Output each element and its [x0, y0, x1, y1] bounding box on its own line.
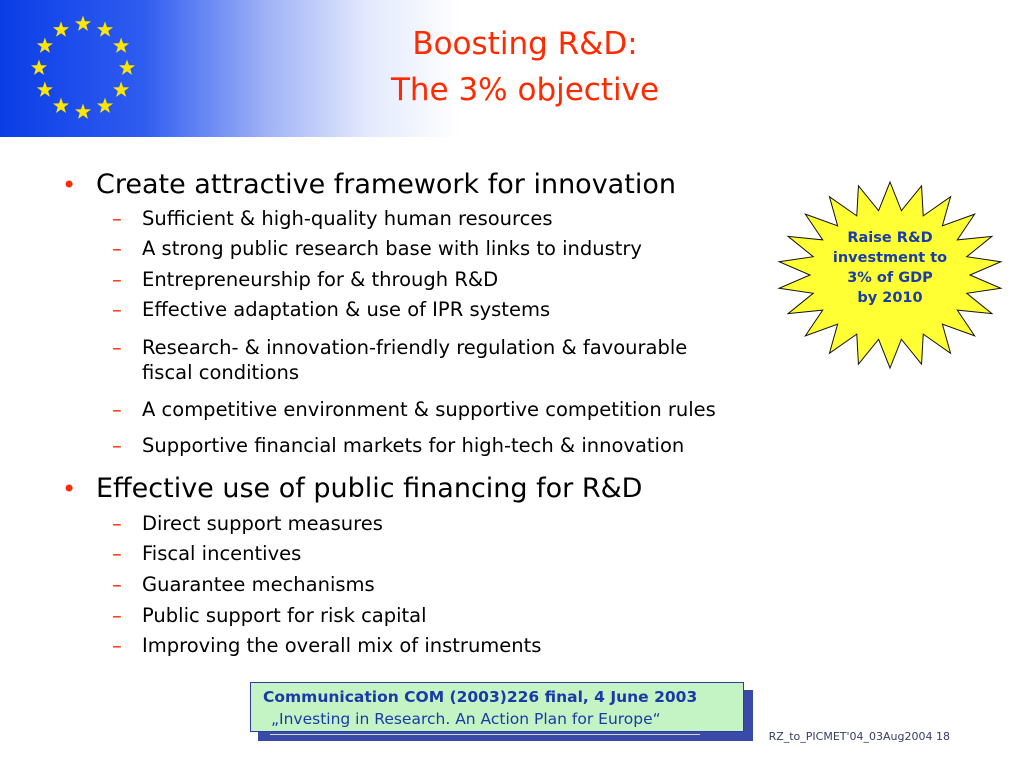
flag-star-icon	[97, 21, 113, 36]
callout-reference: Communication COM (2003)226 final, 4 June 2003	[263, 688, 698, 706]
dash-icon: –	[112, 298, 122, 321]
sub-bullet-text: Fiscal incentives	[142, 542, 302, 565]
sub-bullet-text: Guarantee mechanisms	[142, 573, 375, 596]
flag-star-icon	[113, 38, 129, 53]
sub-bullet-text: fiscal conditions	[142, 361, 300, 384]
bullet-text: Effective use of public financing for R&D	[96, 473, 643, 504]
sub-bullet-text: A competitive environment & supportive competition rules	[142, 398, 716, 421]
dash-icon: –	[112, 336, 122, 359]
dash-icon: –	[112, 542, 122, 565]
sub-bullet-text: Sufficient & high-quality human resources	[142, 207, 553, 230]
bullet-dot-icon: •	[62, 171, 77, 199]
starburst-line: 3% of GDP	[847, 270, 933, 286]
footer-divider	[270, 734, 700, 735]
slide-title-line1: Boosting R&D:	[412, 26, 638, 62]
flag-star-icon	[75, 104, 91, 119]
starburst-line: Raise R&D	[847, 230, 933, 246]
flag-star-icon	[53, 98, 69, 113]
flag-star-icon	[37, 82, 53, 97]
starburst-line: by 2010	[857, 290, 923, 306]
sub-bullet-text: Effective adaptation & use of IPR systems	[142, 298, 551, 321]
flag-star-icon	[31, 60, 47, 75]
dash-icon: –	[112, 268, 122, 291]
flag-star-icon	[97, 98, 113, 113]
dash-icon: –	[112, 434, 122, 457]
dash-icon: –	[112, 207, 122, 230]
flag-star-icon	[119, 60, 135, 75]
dash-icon: –	[112, 604, 122, 627]
dash-icon: –	[112, 573, 122, 596]
flag-star-icon	[37, 38, 53, 53]
sub-bullet-text: Improving the overall mix of instruments	[142, 634, 542, 657]
bullet-text: Create attractive framework for innovation	[96, 169, 676, 200]
flag-star-icon	[75, 16, 91, 31]
flag-star-icon	[53, 21, 69, 36]
sub-bullet-text: Public support for risk capital	[142, 604, 427, 627]
starburst-line: investment to	[832, 250, 948, 266]
eu-flag-icon	[18, 12, 148, 124]
sub-bullet-text: Research- & innovation-friendly regulation & favourable	[142, 336, 688, 359]
dash-icon: –	[112, 237, 122, 260]
header-band	[0, 0, 1024, 137]
sub-bullet-text: A strong public research base with links to industry	[142, 237, 642, 260]
sub-bullet-text: Entrepreneurship for & through R&D	[142, 268, 499, 291]
dash-icon: –	[112, 512, 122, 535]
slide-footer: RZ_to_PICMET'04_03Aug2004 18	[768, 730, 950, 743]
sub-bullet-text: Direct support measures	[142, 512, 383, 535]
sub-bullet-text: Supportive financial markets for high-tech & innovation	[142, 434, 685, 457]
dash-icon: –	[112, 398, 122, 421]
callout-box	[250, 682, 744, 732]
bullet-dot-icon: •	[62, 475, 77, 503]
flag-star-icon	[113, 82, 129, 97]
callout-title: „Investing in Research. An Action Plan for Europe“	[271, 710, 661, 728]
slide-title-line2: The 3% objective	[390, 72, 660, 108]
starburst-text	[815, 228, 965, 308]
dash-icon: –	[112, 634, 122, 657]
